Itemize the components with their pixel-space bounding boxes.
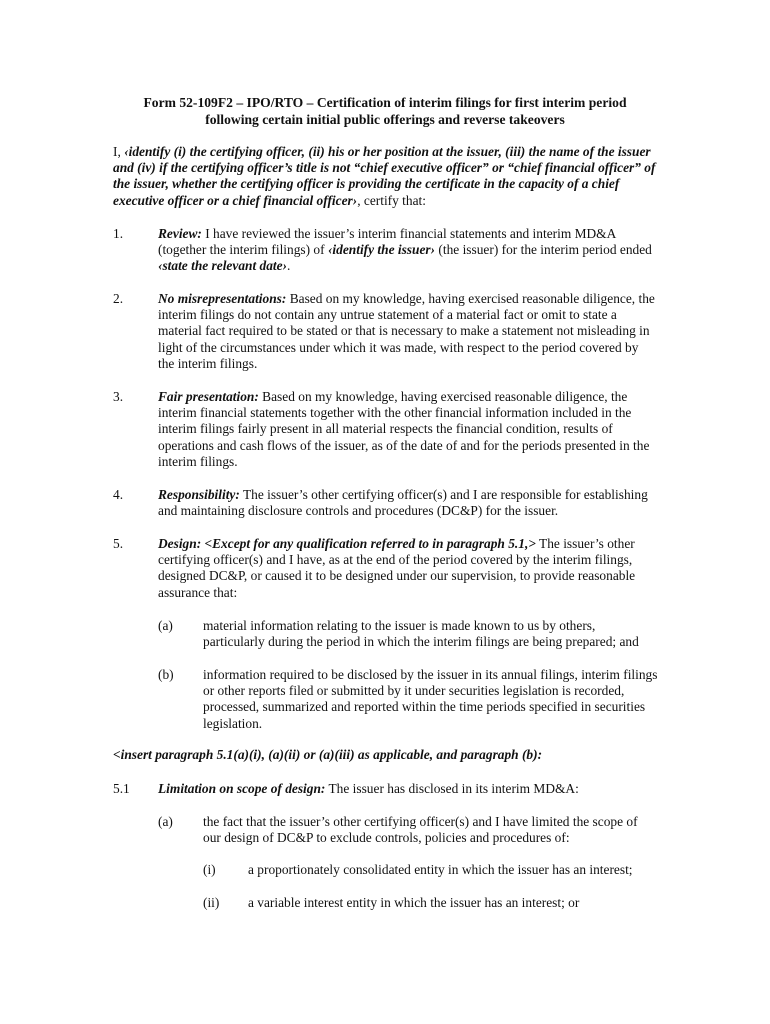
intro-paragraph xyxy=(113,144,658,209)
item-text: I have reviewed the issuer’s interim financial statements and interim MD&A (together the interim filings) of xyxy=(158,226,616,258)
item-heading: No misrepresentations: xyxy=(158,291,287,306)
item-text: Based on my knowledge, having exercised reasonable diligence, the interim financial statements together with the other financial information included in the interim filings fairly present in all material respects the financial condition, results of operations and cash flows of the issuer, as of the date of and for the periods presented in the interim filings. xyxy=(158,389,650,469)
intro-suffix: , certify that: xyxy=(357,192,426,208)
item-text: Based on my knowledge, having exercised reasonable diligence, the interim filings do not contain any untrue statement of a material fact or omit to state a material fact required to be stated or that is necessary to make a statement not misleading in light of the circumstances under which it was made, with respect to the period covered by the interim filings. xyxy=(158,291,655,371)
roman-item-body: a variable interest entity in which the issuer has an interest; or xyxy=(248,895,580,910)
item-heading: Design: <Except for any qualification referred to in paragraph 5.1,> xyxy=(158,536,536,551)
item-text: The issuer’s other certifying officer(s) and I have, as at the end of the period covered by the interim filings, designed DC&P, or caused it to be designed under our supervision, to provide reasonable assurance that: xyxy=(158,536,636,600)
item-number: 5. xyxy=(113,536,124,551)
item-number: 5.1 xyxy=(113,781,130,796)
roman-item-body: a proportionately consolidated entity in which the issuer has an interest; xyxy=(248,862,633,877)
roman-item-number: (ii) xyxy=(203,895,220,910)
intro-prefix: I, xyxy=(113,144,125,159)
document-title xyxy=(100,95,670,128)
item-heading: Responsibility: xyxy=(158,487,240,502)
item-heading: Fair presentation: xyxy=(158,389,259,404)
item-text: The issuer has disclosed in its interim MD&A: xyxy=(325,781,579,796)
item-number: 1. xyxy=(113,226,124,241)
item-number: 4. xyxy=(113,487,124,502)
date-placeholder: ‹state the relevant date› xyxy=(158,258,288,274)
sub-item-number: (b) xyxy=(158,667,174,682)
item-text: . xyxy=(287,258,291,274)
intro-placeholder: ‹identify (i) the certifying officer, (ii) his or her position at the issuer, (iii) the name of the issuer and (iv) if the certifying officer’s title is not “chief executive officer” or “chief financial officer” of the issuer, whether the certifying officer is providing the certificate in the capacity of a chief executive officer or a chief financial officer› xyxy=(113,144,656,208)
sub-item-body: information required to be disclosed by the issuer in its annual filings, interim filings or other reports filed or submitted by it under securities legislation is recorded, processed, summarized and reported within the time periods specified in securities legislation. xyxy=(203,667,658,731)
insert-instruction: <insert paragraph 5.1(a)(i), (a)(ii) or (a)(iii) as applicable, and paragraph (b): xyxy=(113,747,543,762)
item-number: 2. xyxy=(113,291,124,306)
item-text: (the issuer) for the interim period ended xyxy=(435,242,652,258)
item-body xyxy=(158,536,658,601)
sub-item-body: material information relating to the issuer is made known to us by others, particularly during the period in which the interim filings are being prepared; and xyxy=(203,618,639,650)
item-body xyxy=(158,487,658,519)
sub-item-body: the fact that the issuer’s other certifying officer(s) and I have limited the scope of our design of DC&P to exclude controls, policies and procedures of: xyxy=(203,814,638,846)
item-number: 3. xyxy=(113,389,124,404)
sub-item-number: (a) xyxy=(158,618,173,633)
item-body xyxy=(158,291,658,372)
title-line-2: following certain initial public offerings and reverse takeovers xyxy=(205,111,565,127)
sub-item-number: (a) xyxy=(158,814,173,829)
item-body xyxy=(158,389,658,470)
item-heading: Review: xyxy=(158,226,202,241)
item-body xyxy=(158,781,658,797)
item-text: The issuer’s other certifying officer(s) and I are responsible for establishing and maintaining disclosure controls and procedures (DC&P) for the issuer. xyxy=(158,487,648,519)
roman-item-number: (i) xyxy=(203,862,216,877)
item-heading: Limitation on scope of design: xyxy=(158,781,326,796)
title-line-1: Form 52-109F2 – IPO/RTO – Certification of interim filings for first interim period xyxy=(143,95,627,110)
item-body xyxy=(158,226,658,275)
issuer-placeholder: ‹identify the issuer› xyxy=(327,242,436,258)
